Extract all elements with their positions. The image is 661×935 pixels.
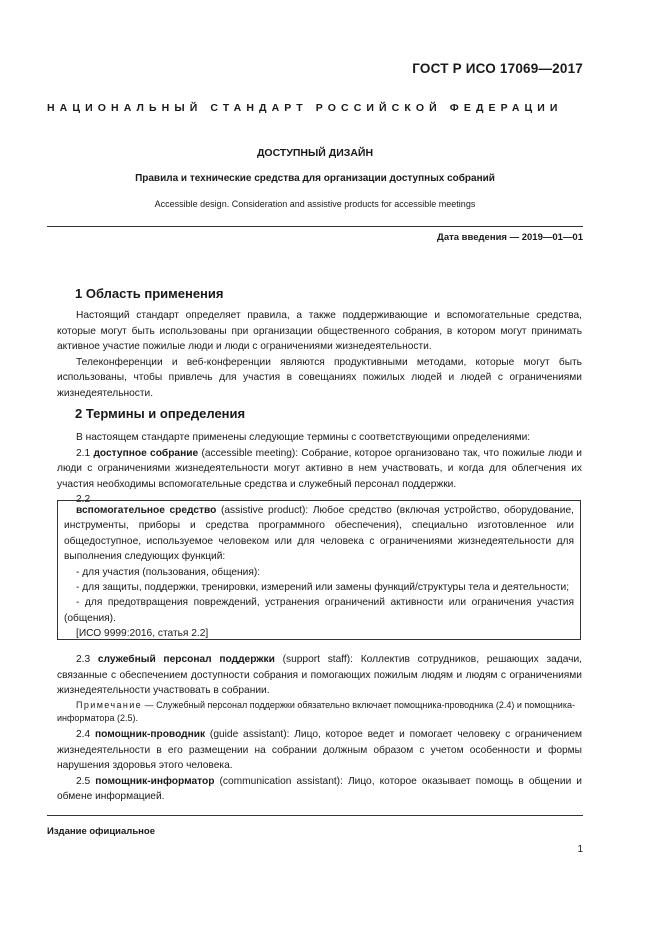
term-2-2	[64, 503, 574, 565]
note-label: Примечание	[76, 700, 143, 710]
term-name: служебный персонал поддержки	[97, 654, 275, 665]
section-1-paragraph-1: Настоящий стандарт определяет правила, а также поддерживающие и вспомогательные средства, которые могут быть использованы при организации общественного собрания, в котором могут принимать активное участие пожилые люди и люди с ограничениями жизнедеятельности.	[57, 310, 582, 353]
term-name: вспомогательное средство	[76, 505, 217, 516]
term-2-3	[57, 652, 582, 699]
term-definition: (support staff): Коллектив сотрудников, решающих задачи, связанные с обеспечением доступности собрания и помогающих пожилым людям и людям с ограничениями жизнедеятельности участвовать в собрании.	[57, 654, 582, 697]
document-title: ДОСТУПНЫЙ ДИЗАЙН	[256, 147, 374, 159]
note-block	[57, 699, 582, 725]
section-1-body	[57, 308, 582, 402]
section-1-paragraph-2: Телеконференции и веб-конференции являются продуктивными методами, которые могут быть использованы, чтобы привлечь для участия в совещаниях пожилых людей и людей с ограничениями жизнедеятельности.	[57, 356, 582, 399]
term-definition: (assistive product): Любое средство (включая устройство, оборудование, инструменты, приборы и средства программного обеспечения), специально изготовленное или общедоступное, используемое человеком или для человека с ограничениями жизнедеятельности для выполнения следующих функций:	[64, 505, 574, 563]
term-2-2-box	[57, 500, 581, 640]
term-source: [ИСО 9999:2016, статья 2.2]	[76, 628, 209, 640]
list-item: - для участия (пользования, общения):	[76, 566, 261, 578]
term-number: 2.4	[76, 729, 91, 740]
effective-date: Дата введения — 2019—01—01	[437, 232, 583, 243]
term-definition: (communication assistant): Лицо, которое оказывает помощь в общении и обмене информацией.	[57, 775, 582, 803]
section-2-body	[57, 430, 582, 508]
document-subtitle: Правила и технические средства для организации доступных собраний	[135, 173, 495, 184]
standard-code: ГОСТ Р ИСО 17069—2017	[412, 61, 583, 76]
term-2-4	[57, 727, 582, 774]
term-definition: (guide assistant): Лицо, которое ведет и помогает человеку с ограничением жизнедеятельности в его размещении на собрании должным образом с учетом особенности и формы нарушения здоровья этого человека.	[57, 729, 582, 772]
note-text: — Служебный персонал поддержки обязательно включает помощника-проводника (2.4) и помощника-информатора (2.5).	[57, 700, 575, 723]
terms-2-4-2-5-block	[57, 727, 582, 805]
list-item: - для защиты, поддержки, тренировки, измерений или замены функций/структуры тела и деятельности;	[76, 582, 570, 594]
page-number: 1	[577, 844, 583, 855]
document-title-english: Accessible design. Consideration and assistive products for accessible meetings	[154, 199, 476, 209]
term-name: доступное собрание	[93, 447, 199, 459]
term-number: 2.5	[76, 775, 91, 787]
term-name: помощник-информатор	[95, 775, 215, 787]
term-2-3-block	[57, 652, 582, 699]
term-number: 2.1	[76, 447, 91, 459]
section-1-heading: 1 Область применения	[75, 286, 224, 301]
national-standard-banner: НАЦИОНАЛЬНЫЙ СТАНДАРТ РОССИЙСКОЙ ФЕДЕРАЦИИ	[47, 102, 563, 114]
term-2-5	[57, 774, 582, 805]
section-2-intro: В настоящем стандарте применены следующие термины с соответствующими определениями:	[76, 432, 531, 443]
term-name: помощник-проводник	[94, 729, 206, 740]
term-number: 2.3	[76, 654, 91, 665]
term-2-1	[57, 446, 582, 493]
list-item: - для предотвращения повреждений, устранения ограничений активности или ограничения участия (общения).	[64, 597, 574, 624]
term-definition: (accessible meeting): Собрание, которое организовано так, что пожилые люди и люди с ограничениями жизнедеятельности могут активно в нем участвовать, и когда для облегчения их участия необходимы вспомогательные средства и служебный персонал поддержки.	[57, 447, 582, 490]
term-2-2-number: 2.2	[76, 494, 91, 506]
note	[57, 699, 582, 725]
title-divider	[47, 226, 583, 227]
section-2-heading: 2 Термины и определения	[75, 406, 246, 421]
edition-label: Издание официальное	[47, 826, 155, 837]
footer-divider	[47, 815, 583, 816]
